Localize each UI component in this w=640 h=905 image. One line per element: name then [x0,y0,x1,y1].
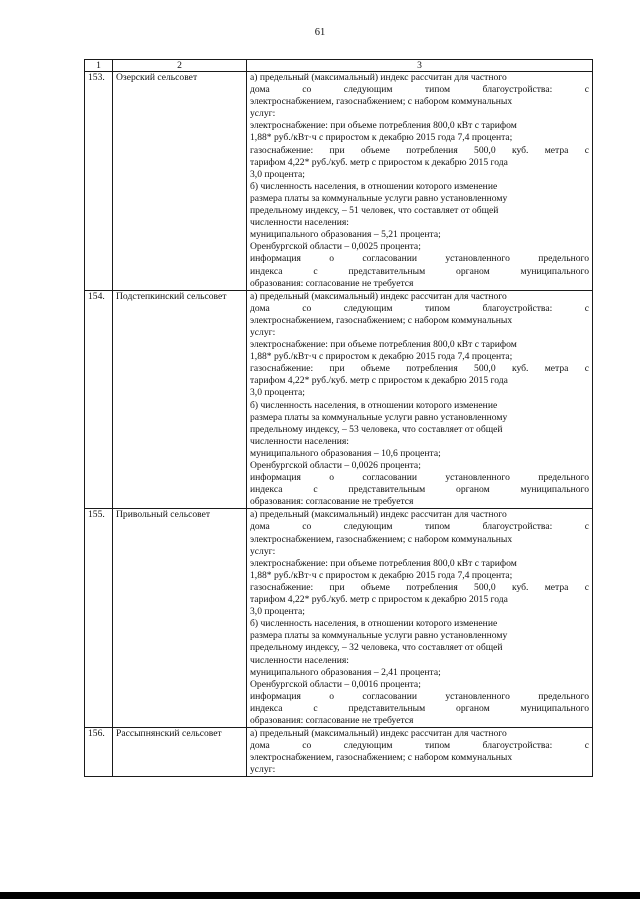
description-line: индекса с представительным органом муниципального [250,702,589,714]
column-header-1: 1 [85,60,113,72]
table-body [85,72,593,777]
description-line: дома со следующим типом благоустройства: с [250,521,589,533]
description-line: образования: согласование не требуется [250,714,414,726]
description-line: муниципального образования – 10,6 процента; [250,447,441,459]
description-line: б) численность населения, в отношении которого изменение [250,618,498,630]
description-line: численности населения: [250,654,349,666]
description-line: размера платы за коммунальные услуги равно установленному [250,411,508,423]
index-description [247,728,593,777]
description-line: образования: согласование не требуется [250,277,414,289]
description-line: образования: согласование не требуется [250,496,414,508]
description-line: а) предельный (максимальный) индекс рассчитан для частного [250,290,507,302]
description-line: численности населения: [250,217,349,229]
row-number: 155. [85,509,113,728]
municipality-name: Привольный сельсовет [113,509,247,728]
page-number: 61 [314,27,326,38]
description-line: дома со следующим типом благоустройства: с [250,302,589,314]
description-line: б) численность населения, в отношении которого изменение [250,399,498,411]
description-line: тарифом 4,22* руб./куб. метр с приростом к декабрю 2015 года [250,156,508,168]
municipality-name: Подстепкинский сельсовет [113,290,247,509]
description-line: Оренбургской области – 0,0016 процента; [250,678,421,690]
description-line: электроснабжением, газоснабжением; с набором коммунальных [250,752,513,764]
table-row [85,290,593,509]
index-description [247,509,593,728]
description-line: 1,88* руб./кВт·ч с приростом к декабрю 2015 года 7,4 процента; [250,569,513,581]
description-line: численности населения: [250,435,349,447]
description-line: Оренбургской области – 0,0025 процента; [250,241,421,253]
description-line: информация о согласовании установленного предельного [250,690,589,702]
description-line: тарифом 4,22* руб./куб. метр с приростом к декабрю 2015 года [250,375,508,387]
description-line: а) предельный (максимальный) индекс рассчитан для частного [250,728,507,740]
description-line: индекса с представительным органом муниципального [250,484,589,496]
description-line: муниципального образования – 2,41 процента; [250,666,441,678]
description-line: 3,0 процента; [250,168,305,180]
description-line: электроснабжением, газоснабжением; с набором коммунальных [250,533,513,545]
table-header-row [85,60,593,72]
table-row [85,728,593,777]
description-line: электроснабжением, газоснабжением; с набором коммунальных [250,96,513,108]
column-header-3: 3 [247,60,593,72]
description-line: информация о согласовании установленного предельного [250,472,589,484]
table-row [85,509,593,728]
index-description [247,290,593,509]
description-line: газоснабжение: при объеме потребления 500,0 куб. метра с [250,581,589,593]
row-number: 153. [85,72,113,291]
table-row [85,72,593,291]
tariff-index-table [84,59,593,777]
description-line: индекса с представительным органом муниципального [250,265,589,277]
description-line: 3,0 процента; [250,606,305,618]
description-line: а) предельный (максимальный) индекс рассчитан для частного [250,509,507,521]
row-number: 156. [85,728,113,777]
municipality-name: Рассыпнянский сельсовет [113,728,247,777]
description-line: муниципального образования – 5,21 процента; [250,229,441,241]
column-header-2: 2 [113,60,247,72]
description-line: 3,0 процента; [250,387,305,399]
description-line: дома со следующим типом благоустройства: с [250,84,589,96]
description-line: предельному индексу, – 32 человека, что составляет от общей [250,642,503,654]
description-line: электроснабжением, газоснабжением; с набором коммунальных [250,314,513,326]
bottom-scan-bar [0,892,640,899]
municipality-name: Озерский сельсовет [113,72,247,291]
description-line: услуг: [250,326,276,338]
description-line: 1,88* руб./кВт·ч с приростом к декабрю 2015 года 7,4 процента; [250,132,513,144]
description-line: размера платы за коммунальные услуги равно установленному [250,630,508,642]
description-line: информация о согласовании установленного предельного [250,253,589,265]
description-line: тарифом 4,22* руб./куб. метр с приростом к декабрю 2015 года [250,594,508,606]
description-line: предельному индексу, – 51 человек, что составляет от общей [250,205,499,217]
row-number: 154. [85,290,113,509]
description-line: 1,88* руб./кВт·ч с приростом к декабрю 2015 года 7,4 процента; [250,351,513,363]
description-line: услуг: [250,108,276,120]
index-description [247,72,593,291]
description-line: электроснабжение: при объеме потребления 800,0 кВт с тарифом [250,339,517,351]
description-line: газоснабжение: при объеме потребления 500,0 куб. метра с [250,144,589,156]
description-line: услуг: [250,764,276,776]
description-line: услуг: [250,545,276,557]
description-line: электроснабжение: при объеме потребления 800,0 кВт с тарифом [250,557,517,569]
description-line: газоснабжение: при объеме потребления 500,0 куб. метра с [250,363,589,375]
description-line: дома со следующим типом благоустройства: с [250,740,589,752]
description-line: размера платы за коммунальные услуги равно установленному [250,192,508,204]
description-line: а) предельный (максимальный) индекс рассчитан для частного [250,72,507,83]
description-line: Оренбургской области – 0,0026 процента; [250,460,421,471]
description-line: б) численность населения, в отношении которого изменение [250,180,498,192]
description-line: предельному индексу, – 53 человека, что составляет от общей [250,423,503,435]
description-line: электроснабжение: при объеме потребления 800,0 кВт с тарифом [250,120,517,132]
